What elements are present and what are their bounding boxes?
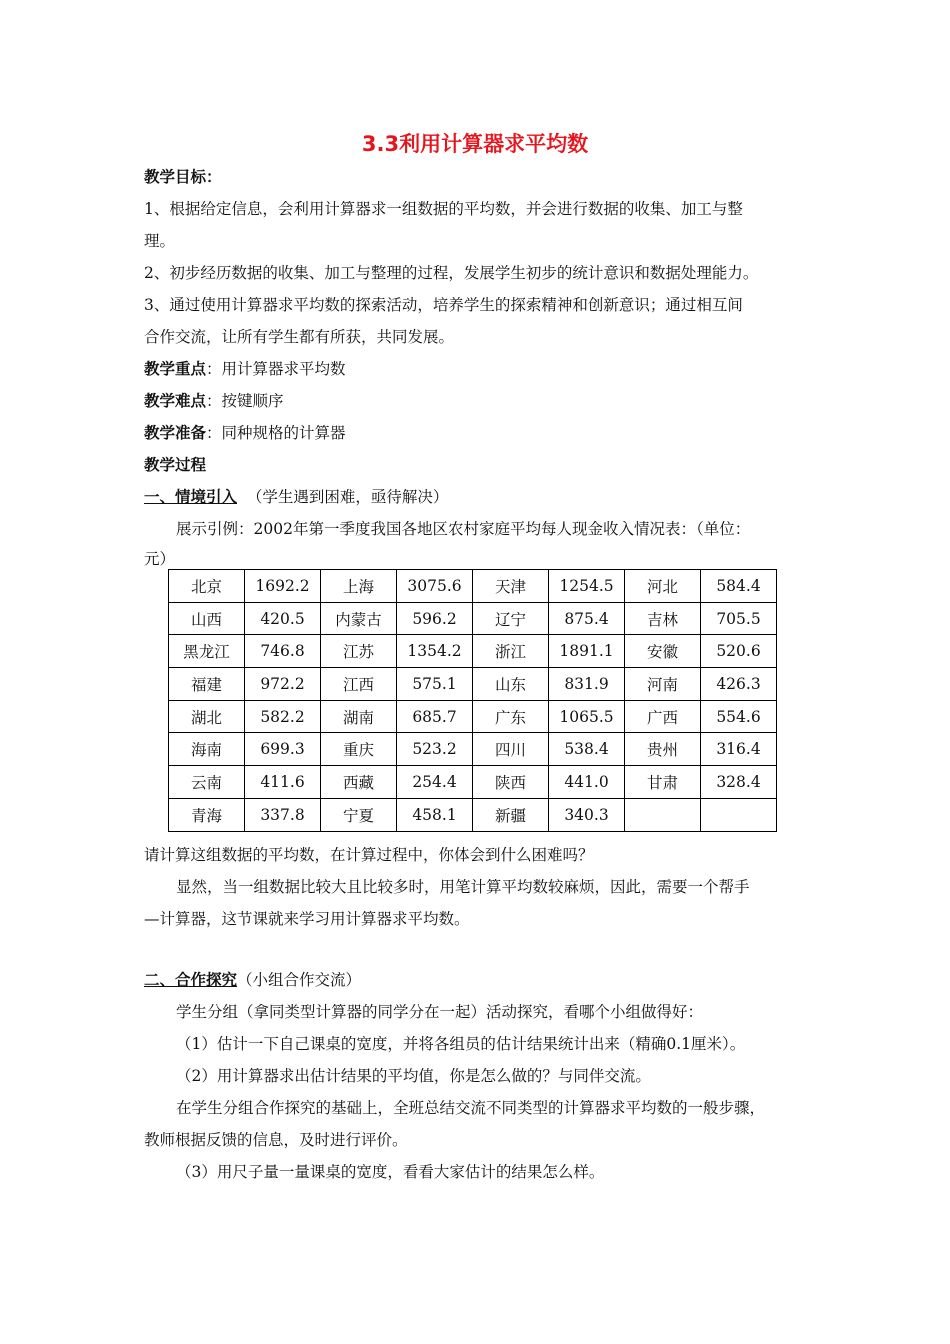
income-cell: 584.4 — [701, 570, 777, 603]
region-cell: 山西 — [169, 602, 245, 635]
income-cell: 340.3 — [549, 798, 625, 831]
income-cell: 972.2 — [245, 668, 321, 701]
income-cell: 699.3 — [245, 733, 321, 766]
section2-note: （小组合作交流） — [237, 971, 362, 989]
region-cell: 江苏 — [321, 635, 397, 668]
preparation — [144, 421, 346, 443]
income-cell: 582.2 — [245, 700, 321, 733]
income-cell: 705.5 — [701, 602, 777, 635]
section2-heading-line — [144, 968, 361, 990]
table-row — [169, 700, 777, 733]
objective-2: 2、初步经历数据的收集、加工与整理的过程，发展学生初步的统计意识和数据处理能力。 — [144, 264, 759, 282]
region-cell: 湖北 — [169, 700, 245, 733]
income-cell: 1692.2 — [245, 570, 321, 603]
difficulty-text: ：按键顺序 — [206, 392, 284, 410]
region-cell: 广东 — [473, 700, 549, 733]
section2-line-4: 在学生分组合作探究的基础上，全班总结交流不同类型的计算器求平均数的一般步骤， — [176, 1099, 766, 1117]
section1-intro-line-2: 元） — [144, 550, 176, 568]
region-cell: 陕西 — [473, 766, 549, 799]
income-cell: 1354.2 — [397, 635, 473, 668]
region-cell: 福建 — [169, 668, 245, 701]
income-cell: 685.7 — [397, 700, 473, 733]
section2-line-6: （3）用尺子量一量课桌的宽度，看看大家估计的结果怎么样。 — [176, 1163, 605, 1181]
region-cell: 河南 — [625, 668, 701, 701]
income-cell: 831.9 — [549, 668, 625, 701]
table-row — [169, 733, 777, 766]
income-cell: 1891.1 — [549, 635, 625, 668]
table-row — [169, 635, 777, 668]
region-cell — [625, 798, 701, 831]
region-cell: 湖南 — [321, 700, 397, 733]
section1-question: 请计算这组数据的平均数，在计算过程中，你体会到什么困难吗？ — [144, 846, 594, 864]
process-heading: 教学过程 — [144, 456, 207, 474]
region-cell: 山东 — [473, 668, 549, 701]
income-cell: 875.4 — [549, 602, 625, 635]
preparation-label: 教学准备 — [144, 424, 207, 442]
income-cell: 426.3 — [701, 668, 777, 701]
region-cell: 江西 — [321, 668, 397, 701]
region-cell: 河北 — [625, 570, 701, 603]
region-cell: 云南 — [169, 766, 245, 799]
objectives-heading: 教学目标： — [144, 168, 222, 186]
section2-line-3: （2）用计算器求出估计结果的平均值，你是怎么做的？与同伴交流。 — [176, 1067, 651, 1085]
region-cell: 内蒙古 — [321, 602, 397, 635]
table-row — [169, 798, 777, 831]
region-cell: 吉林 — [625, 602, 701, 635]
table-row — [169, 602, 777, 635]
income-table — [168, 569, 777, 832]
objective-1-line-1: 1、根据给定信息，会利用计算器求一组数据的平均数，并会进行数据的收集、加工与整 — [144, 200, 743, 218]
income-cell — [701, 798, 777, 831]
section2-line-5: 教师根据反馈的信息，及时进行评价。 — [144, 1131, 408, 1149]
section2-line-2: （1）估计一下自己课桌的宽度，并将各组员的估计结果统计出来（精确0.1厘米）。 — [176, 1035, 746, 1053]
difficulty-label: 教学难点 — [144, 392, 207, 410]
section1-heading: 一、情境引入 — [144, 488, 238, 506]
income-cell: 554.6 — [701, 700, 777, 733]
income-cell: 746.8 — [245, 635, 321, 668]
table-row — [169, 570, 777, 603]
table-row — [169, 668, 777, 701]
page-title: 3.3利用计算器求平均数 — [361, 132, 589, 156]
income-cell: 337.8 — [245, 798, 321, 831]
region-cell: 浙江 — [473, 635, 549, 668]
region-cell: 安徽 — [625, 635, 701, 668]
income-cell: 328.4 — [701, 766, 777, 799]
income-cell: 520.6 — [701, 635, 777, 668]
region-cell: 辽宁 — [473, 602, 549, 635]
section2-line-1: 学生分组（拿同类型计算器的同学分在一起）活动探究，看哪个小组做得好： — [176, 1003, 704, 1021]
income-cell: 575.1 — [397, 668, 473, 701]
region-cell: 海南 — [169, 733, 245, 766]
income-cell: 441.0 — [549, 766, 625, 799]
section1-note: （学生遇到困难，亟待解决） — [246, 488, 449, 506]
table-row — [169, 766, 777, 799]
region-cell: 北京 — [169, 570, 245, 603]
section1-intro-line-1: 展示引例：2002年第一季度我国各地区农村家庭平均每人现金收入情况表：（单位： — [176, 520, 751, 538]
income-cell: 316.4 — [701, 733, 777, 766]
key-point-text: ：用计算器求平均数 — [206, 360, 346, 378]
preparation-text: ：同种规格的计算器 — [206, 424, 346, 442]
region-cell: 四川 — [473, 733, 549, 766]
income-cell: 420.5 — [245, 602, 321, 635]
difficulty — [144, 389, 284, 411]
income-cell: 1065.5 — [549, 700, 625, 733]
section1-heading-line — [144, 485, 448, 507]
region-cell: 新疆 — [473, 798, 549, 831]
income-cell: 254.4 — [397, 766, 473, 799]
region-cell: 上海 — [321, 570, 397, 603]
income-cell: 596.2 — [397, 602, 473, 635]
region-cell: 黑龙江 — [169, 635, 245, 668]
income-cell: 1254.5 — [549, 570, 625, 603]
objective-3-line-1: 3、通过使用计算器求平均数的探索活动，培养学生的探索精神和创新意识；通过相互间 — [144, 296, 743, 314]
section1-conclusion-line-1: 显然，当一组数据比较大且比较多时，用笔计算平均数较麻烦，因此，需要一个帮手 — [176, 878, 750, 896]
income-cell: 538.4 — [549, 733, 625, 766]
income-cell: 411.6 — [245, 766, 321, 799]
region-cell: 甘肃 — [625, 766, 701, 799]
income-cell: 3075.6 — [397, 570, 473, 603]
objective-3-line-2: 合作交流，让所有学生都有所获，共同发展。 — [144, 328, 455, 346]
section2-heading: 二、合作探究 — [144, 971, 238, 989]
section1-conclusion-line-2: —计算器，这节课就来学习用计算器求平均数。 — [144, 910, 470, 928]
region-cell: 重庆 — [321, 733, 397, 766]
key-point — [144, 357, 346, 379]
region-cell: 宁夏 — [321, 798, 397, 831]
region-cell: 广西 — [625, 700, 701, 733]
objective-1-line-2: 理。 — [144, 232, 176, 250]
region-cell: 青海 — [169, 798, 245, 831]
key-point-label: 教学重点 — [144, 360, 207, 378]
income-cell: 458.1 — [397, 798, 473, 831]
region-cell: 贵州 — [625, 733, 701, 766]
region-cell: 天津 — [473, 570, 549, 603]
region-cell: 西藏 — [321, 766, 397, 799]
income-cell: 523.2 — [397, 733, 473, 766]
